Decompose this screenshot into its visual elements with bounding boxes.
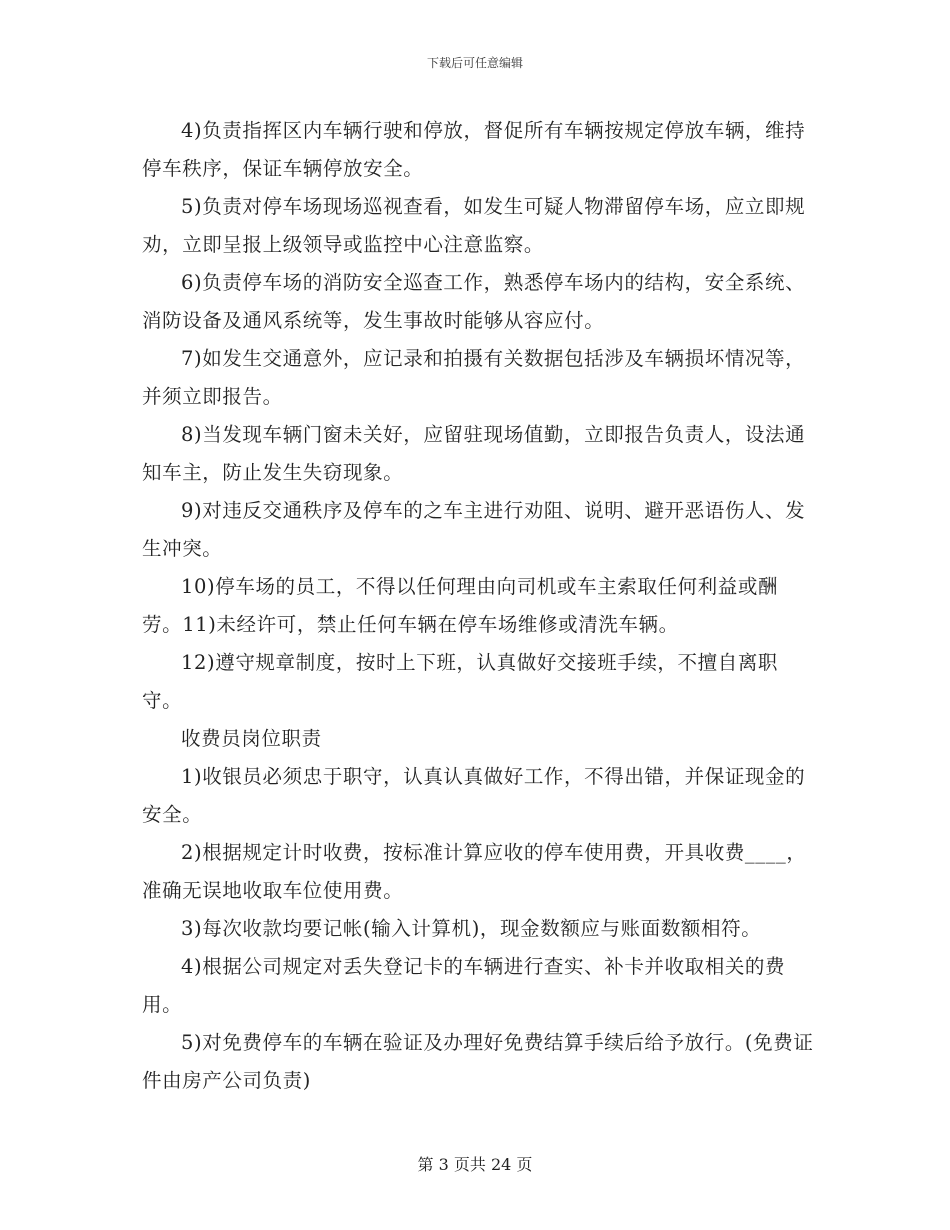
paragraph-duty-8: 8)当发现车辆门窗未关好，应留驻现场值勤，立即报告负责人，设法通知车主，防止发生失窃现象。 [142,423,806,484]
paragraph-duty-7: 7)如发生交通意外，应记录和拍摄有关数据包括涉及车辆损坏情况等，并须立即报告。 [142,347,806,408]
page-footer: 第 3 页共 24 页 [417,1155,533,1174]
paragraph-cashier-2: 2)根据规定计时收费，按标准计算应收的停车使用费，开具收费____，准确无误地收取车位使用费。 [142,841,807,902]
paragraph-duty-6: 6)负责停车场的消防安全巡查工作，熟悉停车场内的结构，安全系统、消防设备及通风系统等，发生事故时能够从容应付。 [142,271,806,332]
paragraph-duty-10-11: 10)停车场的员工，不得以任何理由向司机或车主索取任何利益或酬劳。11)未经许可，禁止任何车辆在停车场维修或清洗车辆。 [142,575,779,636]
paragraph-cashier-3: 3)每次收款均要记帐(输入计算机)，现金数额应与账面数额相符。 [181,917,762,940]
paragraph-cashier-5: 5)对免费停车的车辆在验证及办理好免费结算手续后给予放行。(免费证件由房产公司负责) [142,1031,814,1092]
document-body [142,112,814,1100]
paragraph-cashier-1: 1)收银员必须忠于职守，认真认真做好工作，不得出错，并保证现金的安全。 [142,765,806,826]
paragraph-cashier-4: 4)根据公司规定对丢失登记卡的车辆进行查实、补卡并收取相关的费用。 [142,955,786,1016]
paragraph-duty-5: 5)负责对停车场现场巡视查看，如发生可疑人物滞留停车场，应立即规劝，立即呈报上级领导或监控中心注意监察。 [142,195,806,256]
section-heading-cashier: 收费员岗位职责 [181,727,322,750]
paragraph-duty-4: 4)负责指挥区内车辆行驶和停放，督促所有车辆按规定停放车辆，维持停车秩序，保证车辆停放安全。 [142,119,806,180]
paragraph-duty-12: 12)遵守规章制度，按时上下班，认真做好交接班手续，不擅自离职守。 [142,651,779,712]
page-header: 下载后可任意编辑 [426,56,523,70]
paragraph-duty-9: 9)对违反交通秩序及停车的之车主进行劝阻、说明、避开恶语伤人、发生冲突。 [142,499,806,560]
